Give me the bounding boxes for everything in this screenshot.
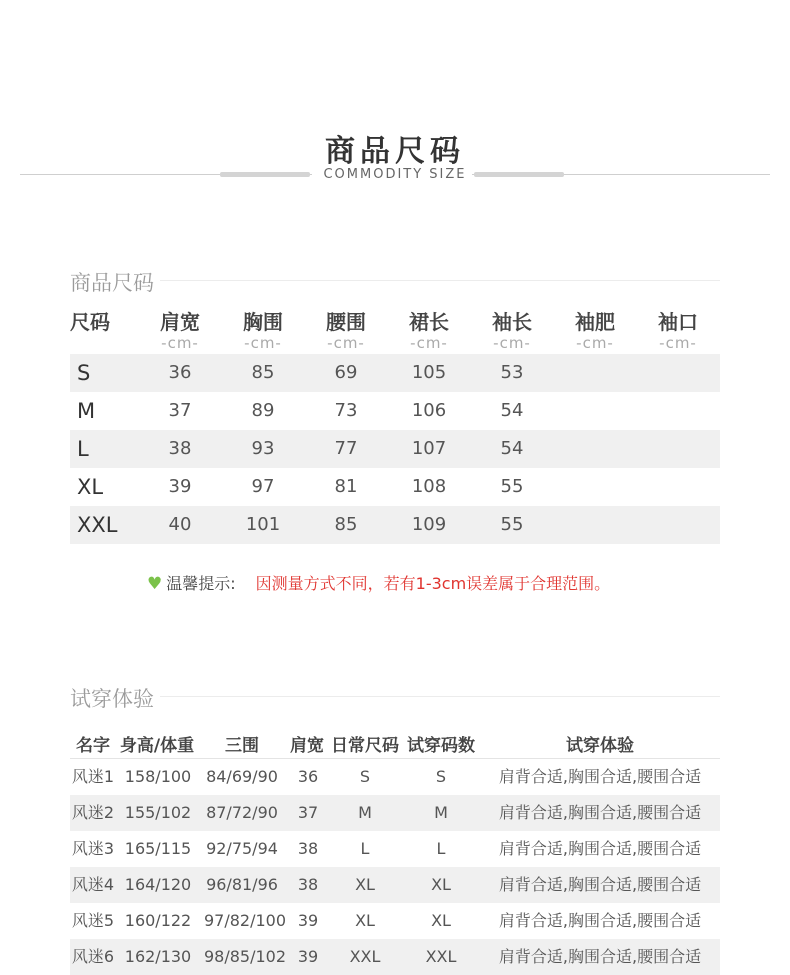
tryon-section-rule [70,696,720,697]
tip-label: 温馨提示: [166,574,236,593]
tryon-measurements: 97/82/100 [204,911,287,930]
size-col-unit: -cm- [659,334,697,352]
tryon-name: 风迷2 [71,803,115,822]
tryon-shoulder: 39 [297,947,319,966]
tryon-col-header: 日常尺码 [331,736,399,756]
tryon-tried-size: XL [431,875,451,894]
bust-value: 97 [251,476,275,497]
size-col-header: 胸围 [243,310,283,334]
sleeve-width-value [555,430,635,468]
tryon-col-header: 试穿码数 [407,736,475,756]
tryon-usual-size: XL [355,911,375,930]
tryon-col-header: 名字 [76,736,110,756]
tryon-shoulder: 38 [297,839,319,858]
tryon-height-weight: 165/115 [124,839,192,858]
size-col-header: 裙长 [409,310,449,334]
cuff-value [638,354,718,392]
size-label: M [77,399,96,423]
tryon-tried-size: M [434,803,448,822]
tryon-shoulder: 37 [297,803,319,822]
sleeve-value: 54 [500,400,524,421]
cuff-value [638,468,718,506]
table-row [70,867,720,903]
shoulder-value: 38 [168,438,192,459]
bust-value: 101 [245,514,281,535]
length-value: 107 [411,438,447,459]
page-subtitle: COMMODITY SIZE [323,167,467,182]
table-row [70,831,720,867]
tryon-height-weight: 155/102 [124,803,192,822]
tryon-feedback: 肩背合适,胸围合适,腰围合适 [498,875,702,894]
tryon-name: 风迷4 [71,875,115,894]
sleeve-value: 55 [500,476,524,497]
tryon-usual-size: XXL [349,947,381,966]
waist-value: 69 [334,362,358,383]
tryon-measurements: 96/81/96 [206,875,278,894]
tryon-height-weight: 162/130 [124,947,192,966]
sleeve-width-value [555,392,635,430]
green-heart-icon: ♥ [147,574,163,594]
tryon-name: 风迷5 [71,911,115,930]
tryon-height-weight: 160/122 [124,911,192,930]
tryon-shoulder: 39 [297,911,319,930]
table-row [70,468,720,506]
sleeve-width-value [555,506,635,544]
cuff-value [638,506,718,544]
page-title: 商品尺码 [325,134,465,169]
tryon-measurements: 92/75/94 [206,839,278,858]
table-row [70,506,720,544]
tryon-shoulder: 38 [297,875,319,894]
size-col-header: 腰围 [326,310,366,334]
tryon-measurements: 87/72/90 [206,803,278,822]
shoulder-value: 39 [168,476,192,497]
tryon-feedback: 肩背合适,胸围合适,腰围合适 [498,911,702,930]
size-label: XXL [77,513,118,537]
sleeve-width-value [555,468,635,506]
size-label: L [77,437,89,461]
tryon-tried-size: XL [431,911,451,930]
tryon-measurements: 98/85/102 [204,947,287,966]
length-value: 105 [411,362,447,383]
tryon-name: 风迷6 [71,947,115,966]
tryon-col-header: 试穿体验 [566,736,634,756]
table-row [70,759,720,795]
tryon-col-header: 身高/体重 [119,736,195,756]
size-col-unit: -cm- [493,334,531,352]
table-row [70,903,720,939]
tryon-feedback: 肩背合适,胸围合适,腰围合适 [498,839,702,858]
size-col-unit: -cm- [244,334,282,352]
tryon-usual-size: S [359,767,371,786]
table-row [70,354,720,392]
waist-value: 77 [334,438,358,459]
waist-value: 73 [334,400,358,421]
length-value: 106 [411,400,447,421]
table-row [70,795,720,831]
tryon-shoulder: 36 [297,767,319,786]
size-section-title: 商品尺码 [70,267,160,297]
size-col-unit: -cm- [576,334,614,352]
tryon-tried-size: L [436,839,446,858]
bust-value: 93 [251,438,275,459]
tip-text: 因测量方式不同，若有1-3cm误差属于合理范围。 [255,574,611,593]
tryon-usual-size: XL [355,875,375,894]
tryon-usual-size: L [360,839,370,858]
sleeve-value: 53 [500,362,524,383]
tryon-feedback: 肩背合适,胸围合适,腰围合适 [498,947,702,966]
tryon-tried-size: XXL [425,947,457,966]
tryon-height-weight: 164/120 [124,875,192,894]
tryon-name: 风迷1 [71,767,115,786]
tryon-section-title: 试穿体验 [70,683,160,713]
tryon-name: 风迷3 [71,839,115,858]
table-row [70,392,720,430]
size-label: S [77,361,91,385]
length-value: 108 [411,476,447,497]
tryon-measurements: 84/69/90 [206,767,278,786]
size-col-header: 肩宽 [160,310,200,334]
size-col-unit: -cm- [327,334,365,352]
size-col-header: 袖长 [492,310,532,334]
size-col-unit: -cm- [410,334,448,352]
table-row [70,430,720,468]
tryon-col-header: 肩宽 [290,736,324,756]
tryon-height-weight: 158/100 [124,767,192,786]
size-col-header: 尺码 [70,310,110,334]
tryon-feedback: 肩背合适,胸围合适,腰围合适 [498,803,702,822]
waist-value: 85 [334,514,358,535]
bust-value: 85 [251,362,275,383]
length-value: 109 [411,514,447,535]
size-label: XL [77,475,104,499]
size-col-unit: -cm- [161,334,199,352]
table-row [70,939,720,975]
size-col-header: 袖口 [658,310,698,334]
sleeve-value: 55 [500,514,524,535]
size-col-header: 袖肥 [575,310,615,334]
tryon-tried-size: S [435,767,447,786]
shoulder-value: 37 [168,400,192,421]
measurement-tip [147,571,610,594]
cuff-value [638,430,718,468]
tryon-feedback: 肩背合适,胸围合适,腰围合适 [498,767,702,786]
size-section-rule [70,280,720,281]
shoulder-value: 40 [168,514,192,535]
tryon-col-header: 三围 [225,736,259,756]
sleeve-width-value [555,354,635,392]
waist-value: 81 [334,476,358,497]
cuff-value [638,392,718,430]
tryon-usual-size: M [358,803,372,822]
bust-value: 89 [251,400,275,421]
sleeve-value: 54 [500,438,524,459]
shoulder-value: 36 [168,362,192,383]
